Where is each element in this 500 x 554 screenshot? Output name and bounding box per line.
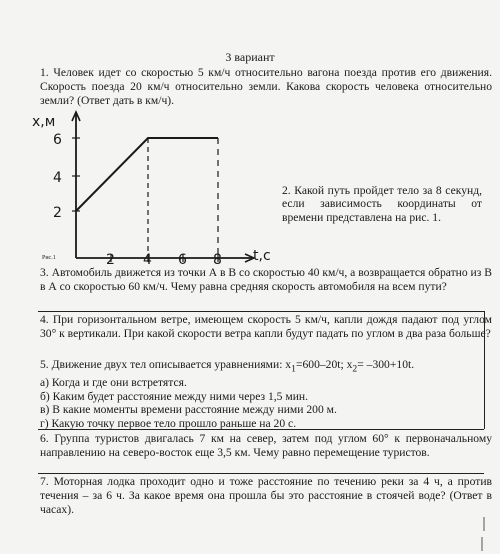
problem-4: 4. При горизонтальном ветре, имеющем скорость 5 км/ч, капли дождя падают под углом 30° к вертикали. При какой скорости ветра капли будут падать по углом в два раза больше?	[40, 313, 492, 340]
problem-5-part-c: в) В какие моменты времени расстояние между ними 200 м.	[40, 403, 337, 417]
x-tick-label-6: 6	[178, 252, 187, 268]
graph-line	[76, 138, 218, 211]
x-tick-label-4: 4	[143, 252, 152, 268]
x-axis-label: t,c	[253, 248, 271, 264]
edge-marks	[476, 517, 500, 554]
problem-6: 6. Группа туристов двигалась 7 км на север, затем под углом 60° к первоначальному направлению на северо-восток еще 3,5 км. Чему равно перемещение туристов.	[40, 432, 492, 459]
y-tick-label-2: 2	[53, 205, 62, 221]
divider-3	[38, 473, 484, 474]
figure-caption: Рис.1	[42, 255, 56, 261]
variant-title: 3 вариант	[225, 50, 275, 64]
y-axis-label: x,м	[32, 114, 56, 130]
y-tick-label-4: 4	[53, 170, 62, 186]
subscript-1: 1	[291, 363, 296, 375]
problem-2: 2. Какой путь пройдет тело за 8 секунд, если зависимость координаты от времени представлена на рис. 1.	[282, 184, 482, 224]
divider-1	[38, 311, 484, 312]
problem-3: 3. Автомобиль движется из точки А в В со скоростью 40 км/ч, а возвращается обратно из В в А со скоростью 60 км/ч. Чему равна средняя скорость автомобиля на всем пути?	[40, 266, 492, 293]
problem-5	[40, 358, 492, 430]
problem-5-part-b: б) Каким будет расстояние между ними через 1,5 мин.	[40, 389, 309, 403]
problem-5-part-d: г) Какую точку первое тело прошло раньше на 20 с.	[40, 416, 297, 430]
divider-2	[38, 429, 484, 430]
y-tick-label-6: 6	[53, 132, 62, 148]
figure-1-graph	[20, 106, 280, 266]
problem-1: 1. Человек идет со скоростью 5 км/ч относительно вагона поезда против его движения. Скорость поезда 20 км/ч относительно земли. Какова скорость человека относительно земли? (Ответ дать в км/ч).	[40, 66, 492, 107]
problem-7: 7. Моторная лодка проходит одно и тоже расстояние по течению реки за 4 ч, а против течения – за 6 ч. За какое время она прошла бы это расстояние в стоячей воде? (Ответ в часах).	[40, 475, 492, 516]
x-tick-label-2: 2	[106, 252, 115, 268]
problem-5-part-a: а) Когда и где они встретятся.	[40, 375, 187, 389]
problem-5-equations: 5. Движение двух тел описывается уравнениями: $x_1=600-20t$; $x_2= -300+10t$.	[40, 358, 415, 375]
x-tick-label-8: 8	[213, 252, 222, 268]
subscript-2: 2	[352, 363, 358, 375]
